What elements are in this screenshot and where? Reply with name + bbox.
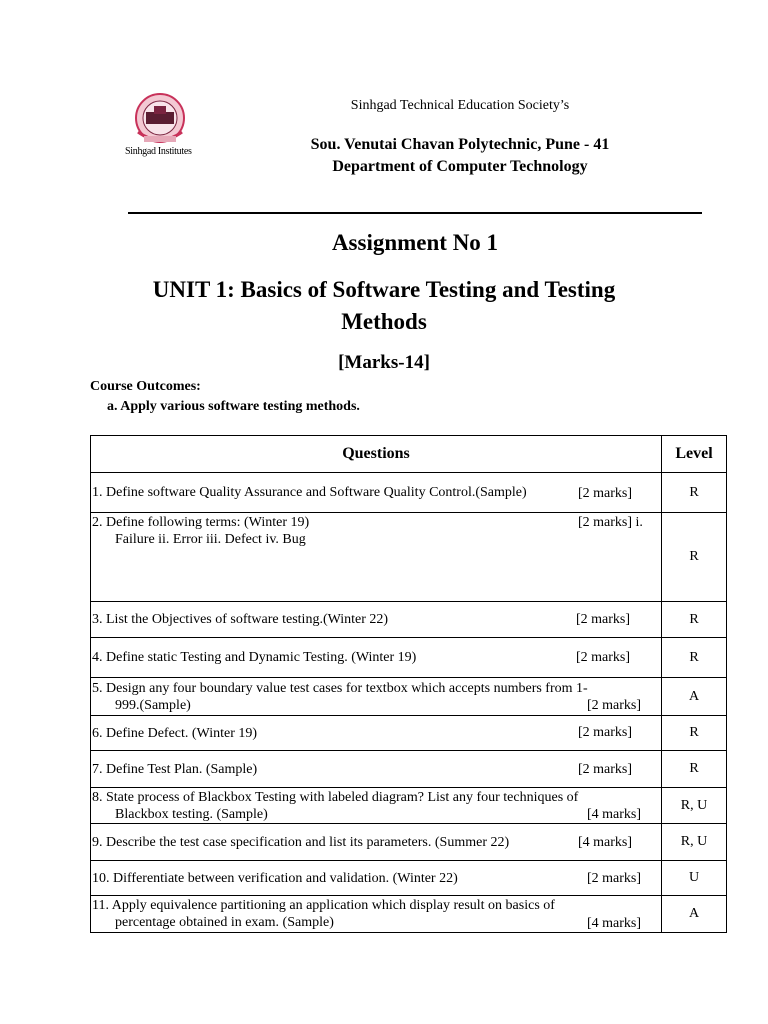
header-divider: [128, 212, 702, 214]
question-text-continued: percentage obtained in exam. (Sample): [115, 915, 334, 930]
table-row: [91, 861, 727, 896]
question-marks: [4 marks]: [578, 835, 633, 850]
question-marks: [2 marks]: [576, 612, 631, 627]
table-row: [91, 896, 727, 933]
question-marks: [2 marks]: [587, 698, 642, 713]
question-marks: [2 marks]: [578, 725, 633, 740]
table-row: [91, 788, 727, 824]
questions-table: [90, 435, 727, 933]
question-text: 7. Define Test Plan. (Sample): [92, 761, 258, 777]
question-marks: [2 marks]: [576, 650, 631, 665]
unit-title: UNIT 1: Basics of Software Testing and Testing Methods: [152, 277, 616, 334]
question-cell: [91, 896, 662, 933]
questions-header: Questions: [91, 436, 662, 473]
question-level: R: [662, 716, 727, 751]
question-level: R, U: [662, 824, 727, 861]
question-text: 5. Design any four boundary value test cases for textbox which accepts numbers from 1-: [92, 680, 588, 696]
question-text-continued: Failure ii. Error iii. Defect iv. Bug: [115, 532, 306, 547]
college-name: Sou. Venutai Chavan Polytechnic, Pune - 41: [310, 136, 610, 153]
question-text: 1. Define software Quality Assurance and Software Quality Control.(Sample): [92, 485, 527, 500]
department-name: Department of Computer Technology: [332, 158, 588, 175]
question-text: 10. Differentiate between verification and validation. (Winter 22): [92, 870, 458, 886]
question-level: A: [662, 896, 727, 933]
question-cell: [91, 602, 662, 638]
question-cell: [91, 716, 662, 751]
assignment-title: Assignment No 1: [331, 230, 499, 255]
course-outcome-item: a. Apply various software testing methods.: [107, 399, 360, 414]
course-outcomes-heading: Course Outcomes:: [90, 379, 201, 394]
level-header: Level: [662, 436, 727, 473]
table-row: [91, 638, 727, 678]
question-level: R: [662, 751, 727, 788]
logo-caption: Sinhgad Institutes: [125, 146, 192, 157]
question-level: R: [662, 638, 727, 678]
question-cell: [91, 513, 662, 602]
society-name: Sinhgad Technical Education Society’s: [350, 98, 570, 113]
table-row: [91, 751, 727, 788]
question-level: R: [662, 513, 727, 602]
question-level: R: [662, 602, 727, 638]
question-marks: [2 marks]: [587, 871, 642, 886]
table-row: [91, 824, 727, 861]
table-row: [91, 602, 727, 638]
question-text: 6. Define Defect. (Winter 19): [92, 725, 258, 741]
question-cell: [91, 473, 662, 513]
table-header-row: [91, 436, 727, 473]
question-cell: [91, 788, 662, 824]
table-row: [91, 716, 727, 751]
question-text: 2. Define following terms: (Winter 19): [92, 515, 310, 530]
question-text: 11. Apply equivalence partitioning an application which display result on basics of: [92, 898, 555, 913]
question-cell: [91, 861, 662, 896]
question-marks: [4 marks]: [587, 916, 642, 931]
question-marks: [4 marks]: [587, 807, 642, 822]
question-cell: [91, 638, 662, 678]
question-level: A: [662, 678, 727, 716]
table-row: [91, 513, 727, 602]
question-marks: [2 marks]: [578, 762, 633, 777]
question-level: U: [662, 861, 727, 896]
total-marks: [Marks-14]: [338, 352, 430, 373]
question-level: R, U: [662, 788, 727, 824]
question-marks: [2 marks]: [578, 486, 633, 501]
question-cell: [91, 751, 662, 788]
table-row: [91, 473, 727, 513]
question-text-continued: Blackbox testing. (Sample): [115, 806, 268, 822]
question-marks: [2 marks] i.: [578, 515, 643, 530]
question-text: 9. Describe the test case specification and list its parameters. (Summer 22): [92, 834, 510, 850]
table-row: [91, 678, 727, 716]
question-cell: [91, 678, 662, 716]
question-text: 8. State process of Blackbox Testing with labeled diagram? List any four techniques of: [92, 789, 579, 805]
question-text: 4. Define static Testing and Dynamic Testing. (Winter 19): [92, 650, 417, 665]
question-level: R: [662, 473, 727, 513]
question-cell: [91, 824, 662, 861]
question-text-continued: 999.(Sample): [115, 697, 191, 713]
question-text: 3. List the Objectives of software testing.(Winter 22): [92, 612, 389, 627]
